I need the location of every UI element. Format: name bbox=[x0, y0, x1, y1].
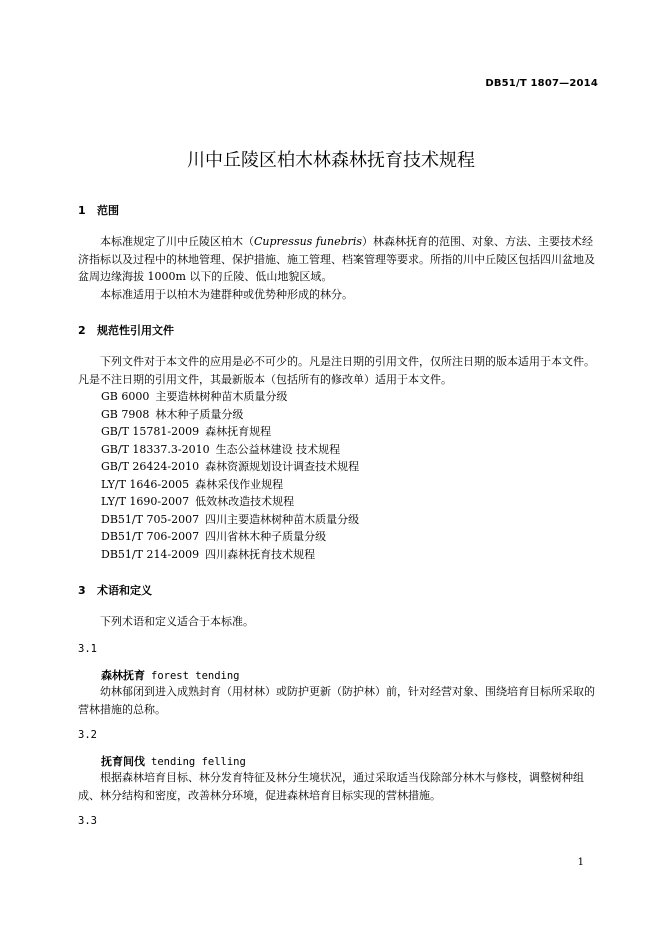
term-definition bbox=[78, 683, 598, 718]
reference-name: 四川森林抚育技术规程 bbox=[205, 547, 316, 561]
scope-applicability: 本标准适用于以柏木为建群种或优势种形成的林分。 bbox=[100, 287, 353, 301]
term-definition-text: 根据森林培育目标、林分发育特征及林分生境状况，通过采取适当伐除部分林木与修枝，调整树种组成、林分结构和密度，改善林分环境，促进森林培育目标实现的营林措施。 bbox=[78, 771, 584, 802]
document-code: DB51/T 1807—2014 bbox=[485, 78, 598, 89]
terms-intro-text: 下列术语和定义适合于本标准。 bbox=[100, 615, 254, 628]
scope-text-before: 本标准规定了川中丘陵区柏木（ bbox=[100, 235, 254, 248]
section-number: 2 bbox=[78, 324, 86, 337]
reference-code: GB/T 26424-2010 bbox=[101, 460, 200, 473]
section-heading-scope bbox=[78, 202, 119, 218]
reference-code: DB51/T 705-2007 bbox=[101, 512, 200, 526]
reference-item bbox=[101, 441, 359, 459]
scope-text-after: ）林森林抚育的范围、对象、方法、主要技术经济指标以及过程中的林地管理、保护措施、施工管理、档案管理等要求。所指的川中丘陵区包括四川盆地及盆周边缘海拔 1000m 以下的丘陵、低山地貌区域。 bbox=[78, 235, 595, 283]
reference-item bbox=[101, 388, 359, 406]
reference-code: DB51/T 706-2007 bbox=[101, 530, 200, 543]
reference-item bbox=[101, 528, 359, 546]
reference-name: 主要造林树种苗木质量分级 bbox=[155, 390, 288, 403]
reference-name: 林木种子质量分级 bbox=[155, 407, 244, 421]
reference-code: GB/T 18337.3-2010 bbox=[101, 442, 210, 456]
term-chinese: 抚育间伐 bbox=[101, 755, 145, 768]
species-latin-name: Cupressus funebris bbox=[254, 235, 363, 248]
reference-code: GB/T 15781-2009 bbox=[101, 425, 200, 438]
reference-name: 四川主要造林树种苗木质量分级 bbox=[205, 512, 360, 526]
reference-name: 四川省林木种子质量分级 bbox=[205, 530, 327, 543]
references-intro-text: 下列文件对于本文件的应用是必不可少的。凡是注日期的引用文件，仅所注日期的版本适用于本文件。凡是不注日期的引用文件，其最新版本（包括所有的修改单）适用于本文件。 bbox=[78, 355, 595, 386]
reference-list bbox=[101, 388, 359, 563]
term-definition-text: 幼林郁闭到进入成熟封育（用材林）或防护更新（防护林）前，针对经营对象、围绕培育目标所采取的营林措施的总称。 bbox=[78, 685, 595, 716]
section-title: 规范性引用文件 bbox=[97, 324, 174, 337]
reference-item bbox=[101, 458, 359, 476]
reference-code: GB 7908 bbox=[101, 407, 150, 421]
section-number: 1 bbox=[78, 204, 86, 217]
reference-name: 森林采伐作业规程 bbox=[195, 477, 284, 491]
term-english: tending felling bbox=[151, 756, 246, 768]
page-number: 1 bbox=[577, 857, 584, 868]
clause-number: 3.1 bbox=[78, 643, 97, 655]
reference-item bbox=[101, 423, 359, 441]
scope-body bbox=[78, 233, 598, 303]
reference-item bbox=[101, 406, 359, 424]
clause-number: 3.2 bbox=[78, 729, 97, 741]
section-heading-references bbox=[78, 322, 174, 338]
section-title: 范围 bbox=[97, 204, 119, 217]
reference-code: LY/T 1646-2005 bbox=[101, 477, 190, 491]
reference-name: 森林抚育规程 bbox=[205, 425, 272, 438]
term-heading bbox=[101, 667, 240, 683]
scope-paragraph bbox=[78, 233, 598, 286]
document-title: 川中丘陵区柏木林森林抚育技术规程 bbox=[187, 150, 475, 171]
reference-code: DB51/T 214-2009 bbox=[101, 547, 200, 561]
reference-code: GB 6000 bbox=[101, 390, 150, 403]
reference-item bbox=[101, 511, 359, 529]
reference-item bbox=[101, 546, 359, 564]
reference-name: 森林资源规划设计调查技术规程 bbox=[205, 460, 360, 473]
section-number: 3 bbox=[78, 584, 86, 597]
reference-name: 低效林改造技术规程 bbox=[195, 495, 295, 508]
term-definition bbox=[78, 769, 598, 804]
clause-number: 3.3 bbox=[78, 815, 97, 827]
section-title: 术语和定义 bbox=[97, 584, 152, 597]
terms-intro bbox=[78, 613, 598, 631]
reference-item bbox=[101, 476, 359, 494]
reference-code: LY/T 1690-2007 bbox=[101, 495, 190, 508]
term-heading bbox=[101, 753, 246, 769]
reference-item bbox=[101, 493, 359, 511]
references-intro bbox=[78, 353, 598, 388]
term-english: forest tending bbox=[151, 670, 240, 682]
section-heading-terms bbox=[78, 582, 152, 598]
reference-name: 生态公益林建设 技术规程 bbox=[215, 442, 341, 456]
term-chinese: 森林抚育 bbox=[101, 669, 145, 682]
